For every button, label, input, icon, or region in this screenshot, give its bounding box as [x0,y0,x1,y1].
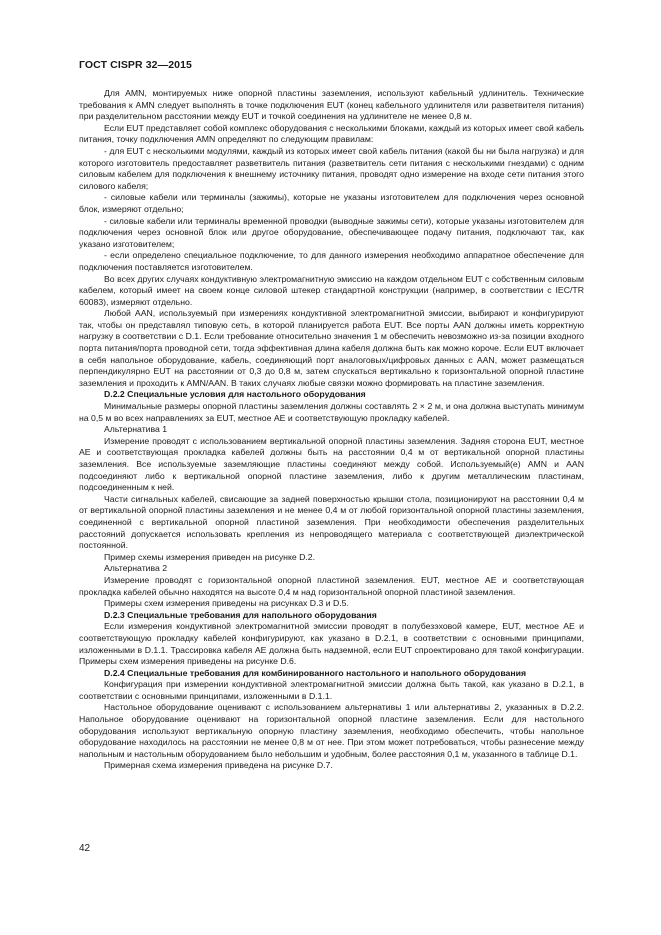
alternative-label: Альтернатива 1 [104,424,168,435]
paragraph: Для AMN, монтируемых ниже опорной пластины заземления, используют кабельный удлинитель. Технические требования к AMN следует выполнять в точке подключения EUT (конец кабельного удлинителя или разветвителя питания) при разделительном расстоянии между EUT и точкой соединения на удлинителе не менее 0,8 м. [79,88,584,122]
alternative-label: Альтернатива 2 [104,563,168,574]
paragraph: Конфигурация при измерении кондуктивной электромагнитной эмиссии должна быть такой, как указано в D.2.1, в соответствии с основными принципами, изложенными в D.1.1. [79,679,584,701]
section-heading-d22: D.2.2 Специальные условия для настольного оборудования [104,389,366,400]
list-item: - силовые кабели или терминалы (зажимы), которые не указаны изготовителем для подключения через основной блок, измеряют отдельно; [79,192,584,214]
list-item: - силовые кабели или терминалы временной проводки (выводные зажимы сети), которые указаны изготовителем для подключения через основной блок или другое оборудование, обеспечивающее подачу питания, подключают так, как указано изготовителем; [79,215,584,249]
paragraph: Настольное оборудование оценивают с использованием альтернативы 1 или альтернативы 2, указанных в D.2.2. Напольное оборудование оценивают на горизонтальной опорной пластине заземления. Если для настольного оборудования используют вертикальную опорную пластину заземления, необходимо обеспечить, чтобы напольное оборудование находилось на расстоянии не менее 0,8 м от нее. При этом может потребоваться, чтобы разнесение между напольным и настольным оборудованием было небольшим и удобным, более расстояния 0,1 м, указанного в таблице D.1. [79,702,584,759]
paragraph: Минимальные размеры опорной пластины заземления должны составлять 2 × 2 м, и она должна выступать минимум на 0,5 м во всех направлениях за EUT, местное AE и соответствующую прокладку кабелей. [79,401,584,423]
paragraph: Примеры схем измерения приведены на рисунках D.3 и D.5. [104,598,349,609]
section-heading-d23: D.2.3 Специальные требования для напольного оборудования [104,609,377,620]
list-item: - для EUT с несколькими модулями, каждый из которых имеет свой кабель питания (какой бы ни была нагрузка) и для которого изготовитель предоставляет разветвитель питания (разветвитель сети питания с несколькими гнездами) с одним силовым кабелем для подключения к внешнему источнику питания, проводят одно измерение на входе сети питания этого силового кабеля; [79,145,584,191]
paragraph: Если EUT представляет собой комплекс оборудования с несколькими блоками, каждый из которых имеет свой кабель питания, точку подключения AMN определяют по следующим правилам: [79,122,584,145]
section-heading-d24: D.2.4 Специальные требования для комбинированного настольного и напольного оборудования [104,667,527,678]
document-body [79,88,584,772]
page-number: 42 [79,843,91,854]
paragraph: Любой AAN, используемый при измерениях кондуктивной электромагнитной эмиссии, выбирают и конфигурируют так, чтобы он представлял типовую сеть, в которой планируется работа EUT. Все порты AAN должны иметь корректную нагрузку в соответствии с D.1. Если требование относительно значения 1 м обеспечить невозможно из-за позиции входного порта питания/порта проводной сети, тогда эффективная длина кабеля должна быть как можно короче. Если EUT включает в себя напольное оборудование, кабель, соединяющий порт аналоговых/цифровых данных с AAN, может размещаться перпендикулярно EUT на расстоянии от 0,3 до 0,8 м, затем спускаться вертикально к горизонтальной опорной пластине заземления и проходить к AMN/AAN. В таких случаях любые связки можно формировать на пластине заземления. [79,308,584,388]
paragraph: Примерная схема измерения приведена на рисунке D.7. [104,760,333,771]
paragraph: Части сигнальных кабелей, свисающие за задней поверхностью крышки стола, позиционируют на расстоянии 0,4 м от вертикальной опорной пластины заземления и не менее 0,4 м от любой горизонтальной опорной пластины заземления, соединенной с вертикальной опорной пластиной заземления. При необходимости обеспечения разделительных расстояний допускается использовать крепления из непроводящего материала с соответствующей диэлектрической постоянной. [79,493,584,551]
paragraph: Пример схемы измерения приведен на рисунке D.2. [104,551,316,562]
paragraph: Измерение проводят с горизонтальной опорной пластиной заземления. EUT, местное AE и соответствующая прокладка кабелей обычно находятся на высоте 0,4 м над горизонтальной опорной пластиной заземления. [79,574,584,597]
paragraph: Измерение проводят с использованием вертикальной опорной пластины заземления. Задняя сторона EUT, местное AE и соответствующая прокладка кабелей должны быть на расстоянии 0,4 м от вертикальной опорной пластины заземления. Все используемые заземляющие пластины соединяют между собой. Используемый(е) AMN и AAN подсоединяют либо к вертикальной опорной пластине заземления, либо к другим металлическим пластинам, подсоединенным к ней. [79,435,584,493]
page-header: ГОСТ CISPR 32—2015 [79,59,192,71]
paragraph: Во всех других случаях кондуктивную электромагнитную эмиссию на каждом отдельном EUT с собственным силовым кабелем, который имеет на своем конце силовой штекер стандартной конструкции (например, в соответствии с IEC/TR 60083), измеряют отдельно. [79,273,584,307]
list-item: - если определено специальное подключение, то для данного измерения необходимо аппаратное обеспечение для подключения поставляется изготовителем. [79,250,584,272]
paragraph: Если измерения кондуктивной электромагнитной эмиссии проводят в полубезэховой камере, EUT, местное AE и соответствующую прокладку кабелей конфигурируют, как указано в D.2.1, в соответствии с основными принципами, изложенными в D.1.1. Трассировка кабеля AE должна быть надземной, если EUT спроектировано для такой конфигурации. Примеры схем измерения приведены на рисунке D.6. [79,621,584,667]
